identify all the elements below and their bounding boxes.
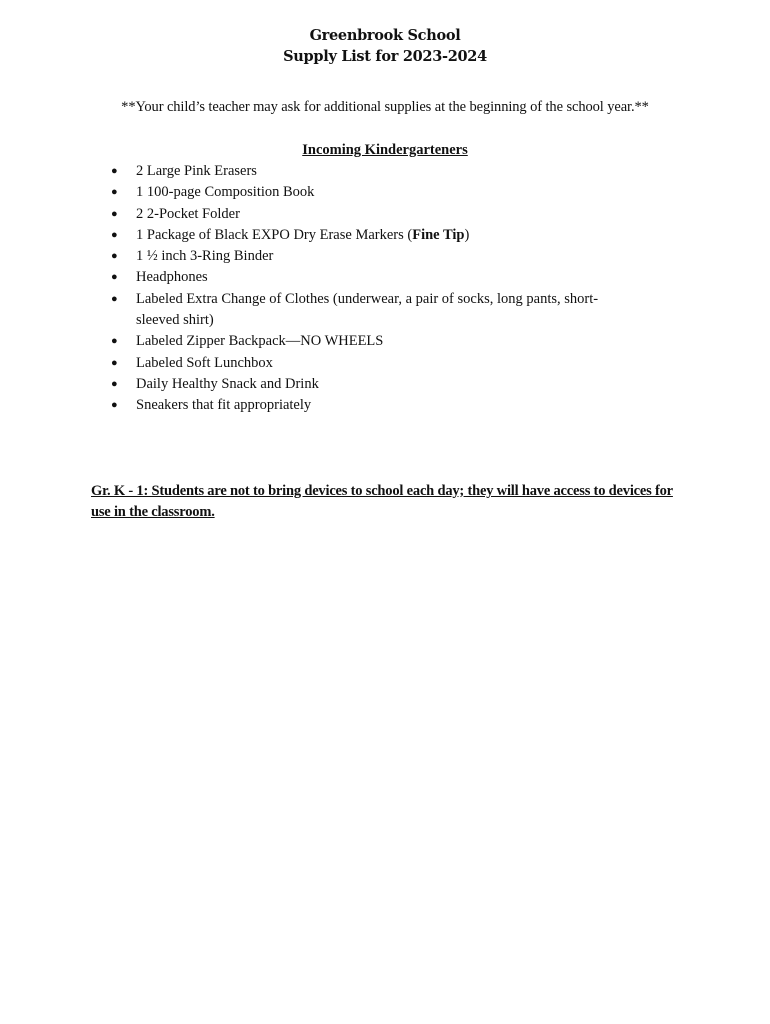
list-item [0,395,606,416]
list-item-text: 1 ½ inch 3-Ring Binder [136,248,274,265]
list-item-text-after: ) [464,226,470,243]
section-heading-kindergarten: Incoming Kindergarteners [302,142,468,158]
bullet-icon: ● [111,271,118,284]
bullet-icon: ● [111,228,118,241]
bullet-icon: ● [111,207,118,220]
bullet-icon: ● [111,399,118,412]
list-item-text: 1 Package of Black EXPO Dry Erase Markers ( [136,226,413,243]
list-item [0,331,606,352]
list-item-text: Headphones [136,269,208,286]
list-item [0,182,606,203]
list-item-text: Daily Healthy Snack and Drink [136,375,319,392]
list-item [0,204,606,225]
list-item-text: 2 Large Pink Erasers [136,163,257,179]
bullet-icon: ● [111,165,118,177]
list-item [0,225,606,246]
list-item [0,374,606,395]
list-item-text: Labeled Soft Lunchbox [136,354,273,371]
devices-policy-note: Gr. K - 1: Students are not to bring devices to school each day; they will have access to devices for use in the classroom. [91,483,673,520]
bullet-icon: ● [111,356,118,369]
list-item-bold-text: Fine Tip [412,226,465,243]
teacher-note: **Your child’s teacher may ask for additional supplies at the beginning of the school year.** [121,99,649,115]
list-item-text: Sneakers that fit appropriately [136,397,312,414]
list-item-text: Labeled Extra Change of Clothes (underwear, a pair of socks, long pants, short-sleeved shirt) [136,290,599,329]
list-item [0,289,606,332]
list-item [0,353,606,374]
school-name: Greenbrook School [309,27,461,44]
bullet-icon: ● [111,377,118,390]
bullet-icon: ● [111,186,118,199]
supply-list [0,161,770,417]
bullet-icon: ● [111,250,118,263]
list-item-text: Labeled Zipper Backpack—NO WHEELS [136,333,384,350]
supply-list-title: Supply List for 2023-2024 [283,48,487,65]
bullet-icon: ● [111,335,118,348]
list-item-text: 1 100-page Composition Book [136,184,315,201]
list-item [0,161,606,182]
list-item [0,267,606,288]
list-item-text: 2 2-Pocket Folder [136,205,240,222]
list-item [0,246,606,267]
bullet-icon: ● [111,292,118,305]
